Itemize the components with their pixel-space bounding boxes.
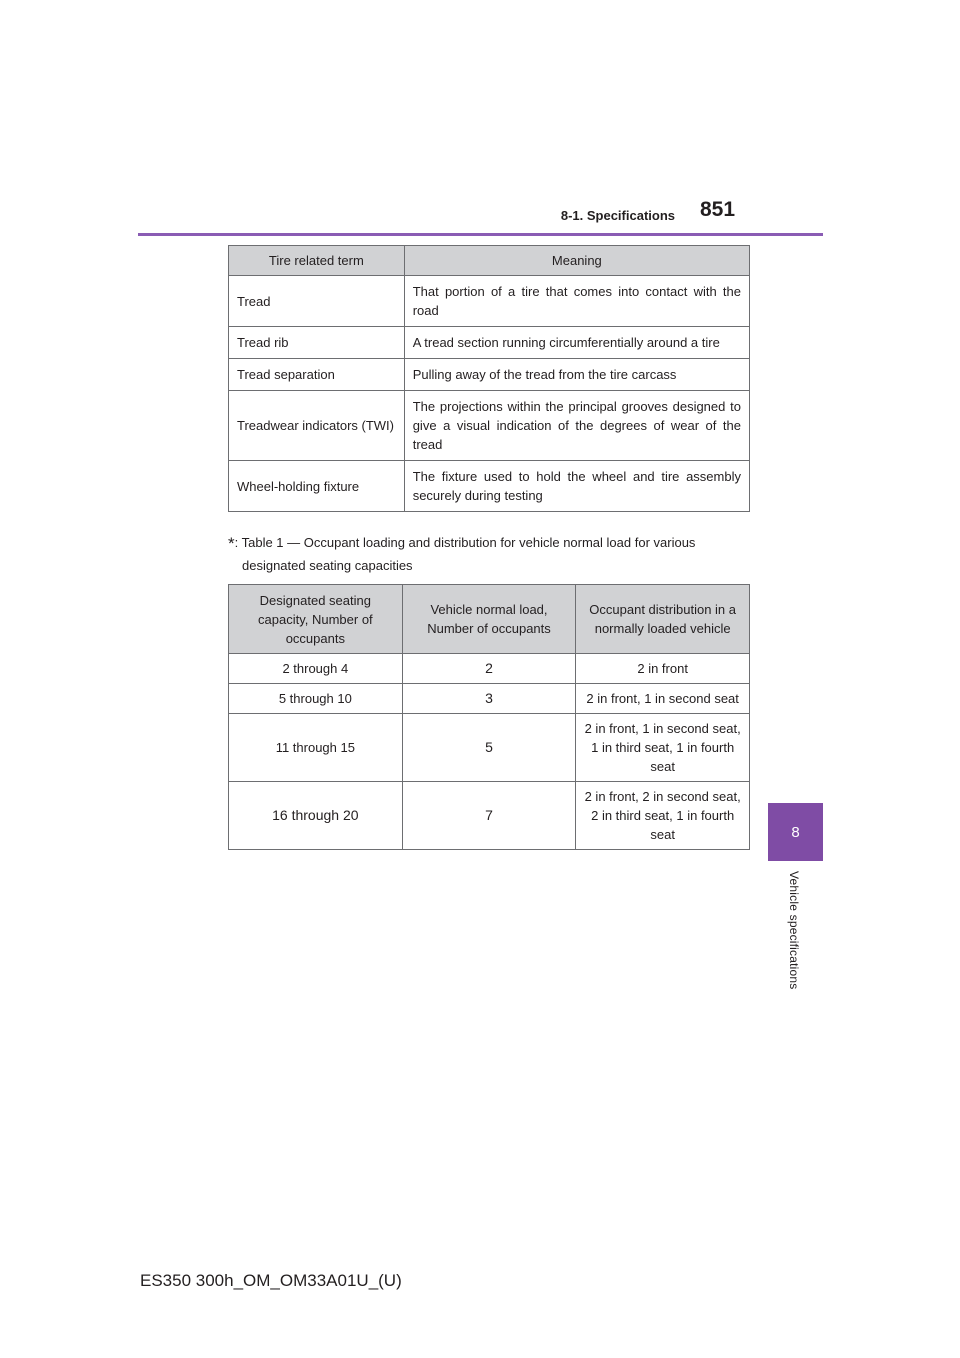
term-cell: Treadwear indicators (TWI) bbox=[229, 391, 405, 461]
distribution-cell: 2 in front, 2 in second seat, 2 in third seat, 1 in fourth seat bbox=[576, 782, 750, 850]
column-header-meaning: Meaning bbox=[404, 246, 749, 276]
tire-terms-table bbox=[228, 245, 750, 512]
load-cell: 5 bbox=[402, 714, 576, 782]
chapter-number: 8 bbox=[791, 823, 800, 841]
meaning-cell: That portion of a tire that comes into contact with the road bbox=[404, 276, 749, 327]
column-header-capacity: Designated seating capacity, Number of occupants bbox=[229, 585, 403, 654]
distribution-cell: 2 in front, 1 in second seat bbox=[576, 684, 750, 714]
table-row bbox=[229, 654, 750, 684]
header-divider bbox=[138, 233, 823, 236]
document-code: ES350 300h_OM_OM33A01U_(U) bbox=[140, 1271, 402, 1290]
footnote-text-line2: designated seating capacities bbox=[242, 558, 413, 573]
column-header-load: Vehicle normal load, Number of occupants bbox=[402, 585, 576, 654]
column-header-term: Tire related term bbox=[229, 246, 405, 276]
table-header-row bbox=[229, 585, 750, 654]
meaning-cell: The fixture used to hold the wheel and tire assembly securely during testing bbox=[404, 461, 749, 512]
term-cell: Wheel-holding fixture bbox=[229, 461, 405, 512]
term-cell: Tread rib bbox=[229, 327, 405, 359]
section-title: 8-1. Specifications bbox=[560, 208, 675, 223]
table-row bbox=[229, 461, 750, 512]
capacity-cell: 16 through 20 bbox=[229, 782, 403, 850]
table-row bbox=[229, 391, 750, 461]
table-row bbox=[229, 359, 750, 391]
table-row bbox=[229, 714, 750, 782]
seating-capacity-table bbox=[228, 584, 750, 850]
term-cell: Tread bbox=[229, 276, 405, 327]
load-cell: 7 bbox=[402, 782, 576, 850]
column-header-distribution: Occupant distribution in a normally loaded vehicle bbox=[576, 585, 750, 654]
capacity-cell: 5 through 10 bbox=[229, 684, 403, 714]
distribution-cell: 2 in front bbox=[576, 654, 750, 684]
table-row bbox=[229, 684, 750, 714]
table-footnote bbox=[228, 532, 748, 577]
page-number: 851 bbox=[700, 198, 736, 221]
footnote-text-line1: : Table 1 — Occupant loading and distribution for vehicle normal load for various bbox=[234, 535, 696, 550]
capacity-cell: 11 through 15 bbox=[229, 714, 403, 782]
chapter-title: Vehicle specifications bbox=[787, 871, 801, 990]
table-row bbox=[229, 327, 750, 359]
meaning-cell: Pulling away of the tread from the tire carcass bbox=[404, 359, 749, 391]
term-cell: Tread separation bbox=[229, 359, 405, 391]
capacity-cell: 2 through 4 bbox=[229, 654, 403, 684]
load-cell: 3 bbox=[402, 684, 576, 714]
table-row bbox=[229, 276, 750, 327]
meaning-cell: The projections within the principal grooves designed to give a visual indication of the degrees of wear of the tread bbox=[404, 391, 749, 461]
load-cell: 2 bbox=[402, 654, 576, 684]
meaning-cell: A tread section running circumferentially around a tire bbox=[404, 327, 749, 359]
table-row bbox=[229, 782, 750, 850]
table-header-row bbox=[229, 246, 750, 276]
chapter-tab[interactable] bbox=[768, 803, 823, 861]
chapter-side-label bbox=[733, 871, 853, 1011]
distribution-cell: 2 in front, 1 in second seat, 1 in third seat, 1 in fourth seat bbox=[576, 714, 750, 782]
footnote-marker: * bbox=[228, 534, 235, 553]
